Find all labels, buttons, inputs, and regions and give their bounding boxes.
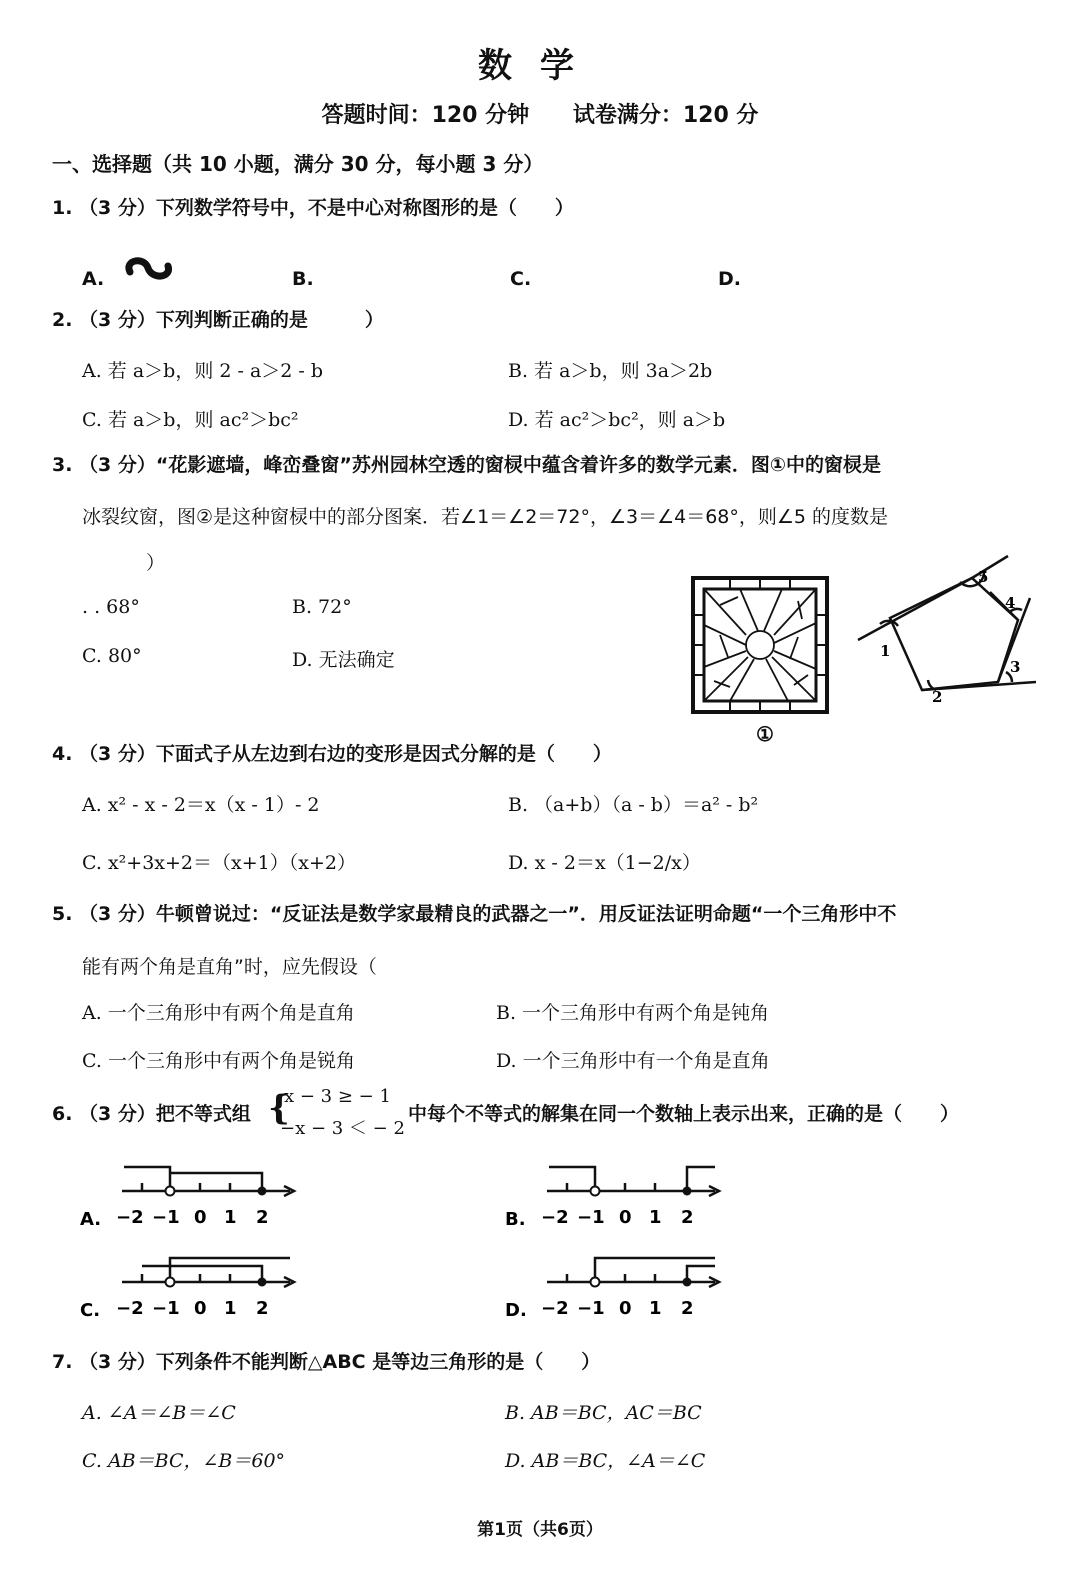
- q4-option-d: D. x - 2＝x（1−2/x）: [508, 852, 701, 874]
- angle-5-label: 5: [978, 568, 989, 586]
- svg-text:1: 1: [224, 1298, 237, 1319]
- q2-option-c: C. 若 a＞b，则 ac²＞bc²: [82, 409, 299, 431]
- svg-text:−1: −1: [577, 1298, 605, 1319]
- svg-text:0: 0: [619, 1298, 632, 1319]
- svg-text:−1: −1: [152, 1207, 180, 1228]
- q4-option-a: A. x² - x - 2＝x（x - 1）- 2: [82, 794, 320, 816]
- svg-text:A.: A.: [80, 1209, 102, 1230]
- exam-time: 答题时间：120 分钟: [321, 103, 530, 128]
- svg-text:D.: D.: [505, 1300, 527, 1321]
- q3-line2: 冰裂纹窗，图②是这种窗棂中的部分图案．若∠1＝∠2＝72°，∠3＝∠4＝68°，则∠5 的度数是: [82, 506, 889, 528]
- svg-text:−2: −2: [541, 1207, 569, 1228]
- q7-stem: 7. （3 分）下列条件不能判断△ABC 是等边三角形的是（ ）: [52, 1351, 601, 1373]
- q1-option-c: C.: [510, 268, 532, 290]
- q6-option-d-numberline: [505, 1246, 745, 1326]
- q2-option-b: B. 若 a＞b，则 3a＞2b: [508, 360, 713, 382]
- q1-option-a: A.: [82, 268, 105, 290]
- q5-line2: 能有两个角是直角”时，应先假设（: [82, 956, 377, 978]
- q7-option-a: A. ∠A＝∠B＝∠C: [82, 1402, 236, 1424]
- angle-4-label: 4: [1005, 594, 1016, 612]
- exam-score: 试卷满分：120 分: [572, 103, 759, 128]
- q3-option-d: D. 无法确定: [292, 649, 395, 671]
- exam-info: [0, 98, 1080, 129]
- q5-line1: 5. （3 分）牛顿曾说过：“反证法是数学家最精良的武器之一”．用反证法证明命题“一个三角形中不: [52, 903, 897, 925]
- q3-line1: 3. （3 分）“花影遮墙，峰峦叠窗”苏州园林空透的窗棂中蕴含着许多的数学元素．图①中的窗棂是: [52, 454, 881, 476]
- svg-text:1: 1: [649, 1207, 662, 1228]
- q6-option-a-numberline: [80, 1155, 320, 1235]
- q3-option-b: B. 72°: [292, 596, 352, 618]
- figure-1-label: ①: [756, 722, 774, 746]
- angle-3-label: 3: [1010, 658, 1021, 676]
- q1-option-d: D.: [718, 268, 741, 290]
- angle-1-label: 1: [880, 642, 891, 660]
- q7-option-d: D. AB＝BC，∠A＝∠C: [505, 1450, 706, 1472]
- q5-option-b: B. 一个三角形中有两个角是钝角: [496, 1002, 770, 1024]
- svg-text:2: 2: [681, 1298, 694, 1319]
- infinity-like-symbol-icon: [122, 252, 176, 286]
- q6-brace-icon: {: [268, 1088, 290, 1128]
- q2-option-a: A. 若 a＞b，则 2 - a＞2 - b: [82, 360, 324, 382]
- svg-text:−2: −2: [541, 1298, 569, 1319]
- q4-option-c: C. x²+3x+2＝（x+1）（x+2）: [82, 852, 356, 874]
- q4-stem: 4. （3 分）下面式子从左边到右边的变形是因式分解的是（ ）: [52, 743, 612, 765]
- page-footer: 第1页（共6页）: [477, 1520, 603, 1540]
- q6-option-c-numberline: [80, 1246, 320, 1326]
- q3-option-c: C. 80°: [82, 645, 142, 667]
- svg-text:1: 1: [649, 1298, 662, 1319]
- q6-stem-pre: 6. （3 分）把不等式组: [52, 1103, 251, 1125]
- angle-2-label: 2: [932, 688, 943, 706]
- q6-stem-post: 中每个不等式的解集在同一个数轴上表示出来，正确的是（ ）: [408, 1103, 960, 1125]
- q7-option-b: B. AB＝BC，AC＝BC: [505, 1402, 702, 1424]
- q4-option-b: B. （a+b）（a - b）＝a² - b²: [508, 794, 759, 816]
- svg-text:0: 0: [619, 1207, 632, 1228]
- svg-text:B.: B.: [505, 1209, 526, 1230]
- svg-text:1: 1: [224, 1207, 237, 1228]
- q7-option-c: C. AB＝BC，∠B＝60°: [82, 1450, 286, 1472]
- q2-option-d: D. 若 ac²＞bc²，则 a＞b: [508, 409, 726, 431]
- q5-option-d: D. 一个三角形中有一个角是直角: [496, 1050, 770, 1072]
- svg-text:2: 2: [256, 1298, 269, 1319]
- lattice-window-figure: [690, 575, 830, 715]
- svg-text:−1: −1: [152, 1298, 180, 1319]
- page-title: 数学: [478, 46, 602, 86]
- q5-option-a: A. 一个三角形中有两个角是直角: [82, 1002, 355, 1024]
- svg-text:−1: −1: [577, 1207, 605, 1228]
- q3-option-a: . . 68°: [82, 596, 140, 618]
- q5-option-c: C. 一个三角形中有两个角是锐角: [82, 1050, 355, 1072]
- q6-option-b-numberline: [505, 1155, 745, 1235]
- pentagon-angle-figure: [850, 550, 1040, 710]
- q2-stem: 2. （3 分）下列判断正确的是 ）: [52, 309, 384, 331]
- svg-text:2: 2: [256, 1207, 269, 1228]
- svg-text:C.: C.: [80, 1300, 101, 1321]
- svg-text:2: 2: [681, 1207, 694, 1228]
- svg-text:−2: −2: [116, 1298, 144, 1319]
- q1-option-b: B.: [292, 268, 314, 290]
- svg-text:0: 0: [194, 1298, 207, 1319]
- q6-inequality-2: −x − 3 ＜ − 2: [280, 1118, 405, 1139]
- q1-stem: 1. （3 分）下列数学符号中，不是中心对称图形的是（ ）: [52, 197, 574, 219]
- q6-inequality-1: x − 3 ≥ − 1: [284, 1086, 391, 1107]
- svg-text:−2: −2: [116, 1207, 144, 1228]
- q3-line3: ）: [146, 552, 166, 574]
- section-heading: 一、选择题（共 10 小题，满分 30 分，每小题 3 分）: [52, 152, 544, 176]
- svg-text:0: 0: [194, 1207, 207, 1228]
